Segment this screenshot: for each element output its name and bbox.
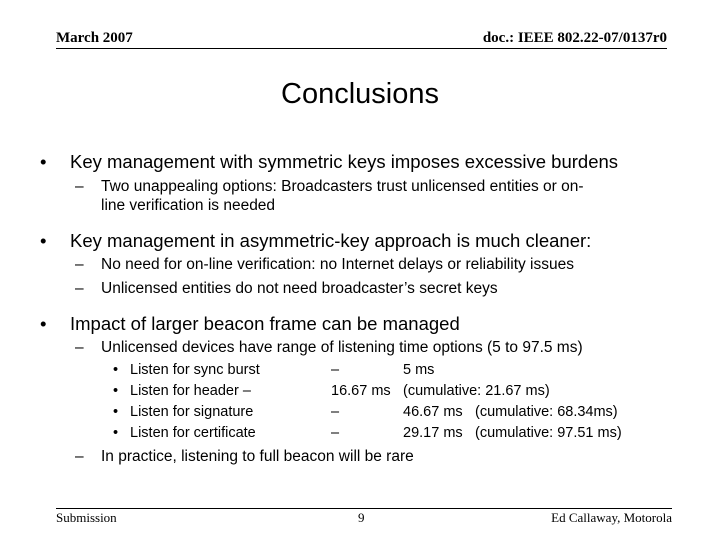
sub-3-2: In practice, listening to full beacon will be rare [101, 448, 414, 465]
option-bullet: • [113, 425, 119, 441]
bullet-1-text: Key management with symmetric keys imposes excessive burdens [70, 151, 619, 172]
option-value: 5 ms [403, 362, 435, 378]
option-label: Listen for header – [130, 383, 251, 399]
sub-1-1-line1: Two unappealing options: Broadcasters trust unlicensed entities or on- [101, 178, 584, 195]
sub-3-1: Unlicensed devices have range of listening time options (5 to 97.5 ms) [101, 339, 583, 356]
option-label: Listen for signature [130, 404, 254, 420]
option-mid: – [331, 404, 340, 420]
dash-marker: – [75, 256, 84, 273]
header-rule [56, 48, 667, 49]
dash-marker: – [75, 339, 84, 356]
footer-rule [56, 508, 672, 509]
option-bullet: • [113, 383, 119, 399]
option-cumulative: (cumulative: 21.67 ms) [403, 383, 550, 399]
option-bullet: • [113, 404, 119, 420]
option-bullet: • [113, 362, 119, 378]
option-label: Listen for certificate [130, 425, 256, 441]
dash-marker: – [75, 178, 84, 195]
option-cumulative: (cumulative: 97.51 ms) [475, 425, 622, 441]
bullet-2-text: Key management in asymmetric-key approach is much cleaner: [70, 230, 592, 251]
slide-title: Conclusions [281, 78, 439, 110]
bullet-3-text: Impact of larger beacon frame can be managed [70, 313, 460, 334]
sub-2-2: Unlicensed entities do not need broadcaster’s secret keys [101, 280, 498, 297]
footer-page-number: 9 [358, 510, 365, 525]
option-value: 46.67 ms [403, 404, 463, 420]
bullet-marker: • [40, 230, 47, 251]
dash-marker: – [75, 280, 84, 297]
option-value: 29.17 ms [403, 425, 463, 441]
header-doc-id: doc.: IEEE 802.22-07/0137r0 [482, 30, 667, 46]
option-mid: – [331, 362, 340, 378]
bullet-marker: • [40, 313, 47, 334]
option-mid: – [331, 425, 340, 441]
bullet-marker: • [40, 151, 47, 172]
option-cumulative: (cumulative: 68.34ms) [475, 404, 618, 420]
dash-marker: – [75, 448, 84, 465]
header-date: March 2007 [56, 30, 133, 46]
footer-author: Ed Callaway, Motorola [551, 510, 672, 525]
option-mid: 16.67 ms [331, 383, 391, 399]
footer-submission: Submission [56, 510, 117, 525]
sub-2-1: No need for on-line verification: no Internet delays or reliability issues [101, 256, 574, 273]
sub-1-1-line2: line verification is needed [101, 197, 276, 214]
option-label: Listen for sync burst [130, 362, 260, 378]
